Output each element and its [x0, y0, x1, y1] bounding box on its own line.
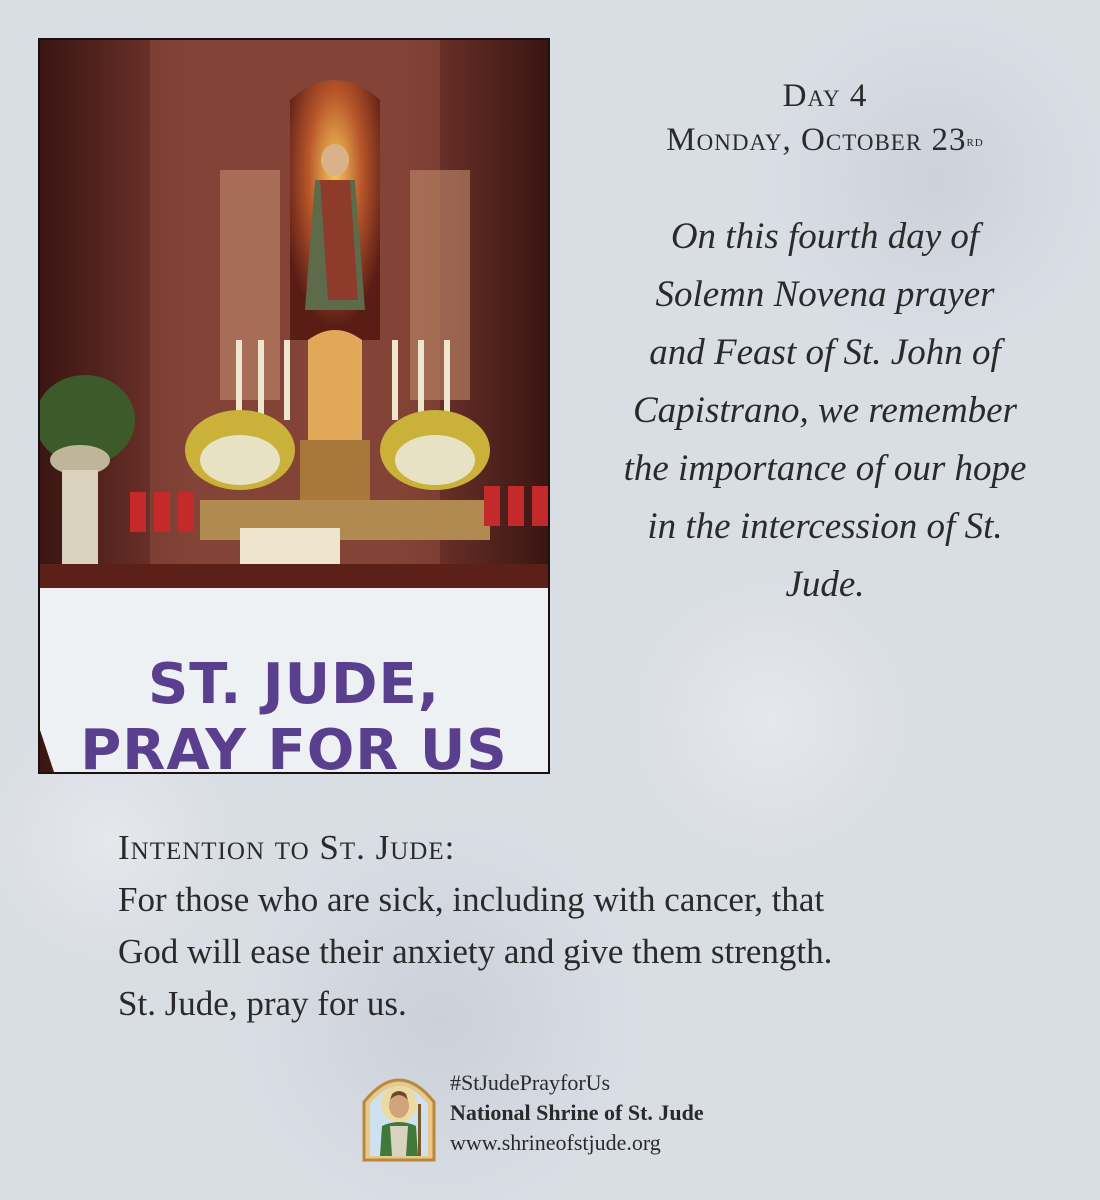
date-label: Monday, October 23 — [666, 122, 967, 158]
day-label: Day 4 — [782, 78, 868, 114]
intro-paragraph — [570, 208, 1080, 614]
banner-line-1: ST. JUDE, — [147, 652, 441, 717]
intro-line: Solemn Novena prayer — [655, 274, 995, 315]
intention-heading: Intention to St. Jude: — [118, 828, 456, 867]
intention-line: St. Jude, pray for us. — [118, 984, 407, 1023]
date-suffix: rd — [966, 133, 984, 150]
intro-line: On this fourth day of — [670, 216, 980, 257]
intention-line: God will ease their anxiety and give them strength. — [118, 932, 833, 971]
intro-line: Capistrano, we remember — [632, 390, 1018, 431]
day-header — [570, 74, 1080, 162]
banner-line-2: PRAY FOR US — [80, 718, 508, 774]
footer — [450, 1068, 850, 1158]
intro-line: Jude. — [785, 564, 865, 605]
intention-line: For those who are sick, including with cancer, that — [118, 880, 825, 919]
intro-line: the importance of our hope — [623, 448, 1027, 489]
hashtag: #StJudePrayforUs — [450, 1070, 611, 1095]
website-link[interactable]: www.shrineofstjude.org — [450, 1130, 661, 1155]
altar-photo — [38, 38, 550, 774]
shrine-name: National Shrine of St. Jude — [450, 1100, 704, 1125]
intro-line: in the intercession of St. — [647, 506, 1003, 547]
st-jude-portrait-icon — [360, 1064, 438, 1164]
date-line — [570, 118, 1080, 162]
intention-block — [118, 822, 1018, 1030]
intro-line: and Feast of St. John of — [649, 332, 1001, 373]
